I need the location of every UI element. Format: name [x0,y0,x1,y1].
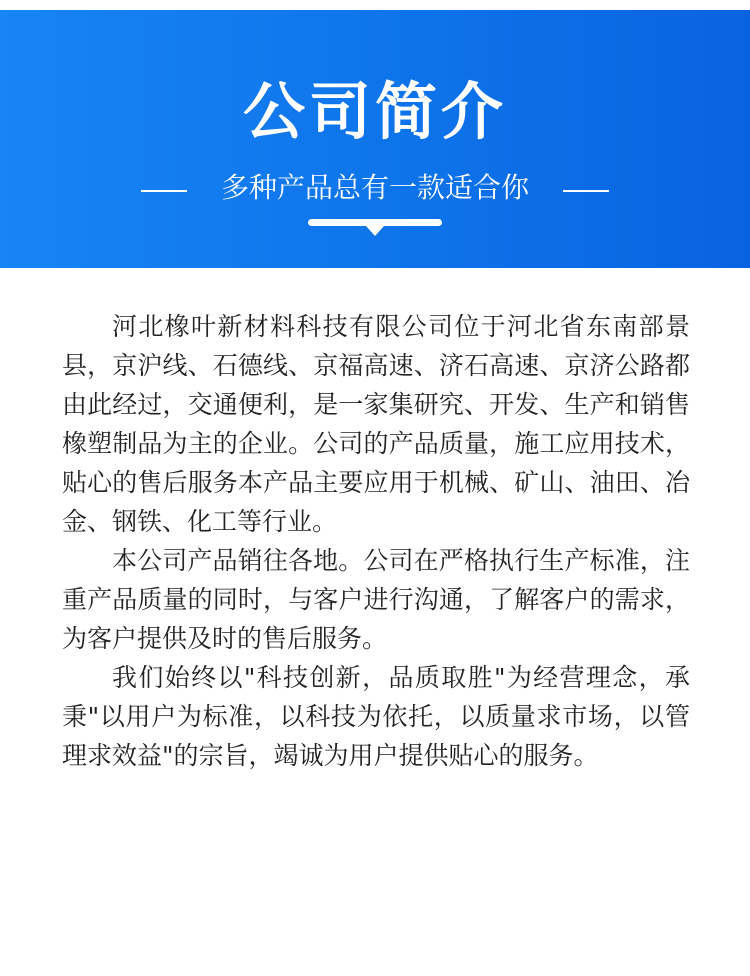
company-intro-body [62,307,690,775]
subtitle-row [0,168,750,208]
intro-paragraph-2: 本公司产品销往各地。公司在严格执行生产标准，注重产品质量的同时，与客户进行沟通，了解客户的需求，为客户提供及时的售后服务。 [62,546,690,653]
page-title: 公司简介 [242,75,507,148]
subtitle-left-divider [141,190,187,192]
banner-pointer-arrow-icon [366,226,384,236]
page-subtitle: 多种产品总有一款适合你 [220,171,529,204]
header-banner [0,10,750,268]
banner-pointer-bar [308,219,442,226]
subtitle-right-divider [563,190,609,192]
intro-paragraph-1: 河北橡叶新材料科技有限公司位于河北省东南部景县，京沪线、石德线、京福高速、济石高速、京济公路都由此经过，交通便利，是一家集研究、开发、生产和销售橡塑制品为主的企业。公司的产品质量，施工应用技术，贴心的售后服务本产品主要应用于机械、矿山、油田、冶金、钢铁、化工等行业。 [62,312,690,536]
intro-paragraph-3: 我们始终以"科技创新，品质取胜"为经营理念，承秉"以用户为标准，以科技为依托，以质量求市场，以管理求效益"的宗旨，竭诚为用户提供贴心的服务。 [62,663,690,770]
